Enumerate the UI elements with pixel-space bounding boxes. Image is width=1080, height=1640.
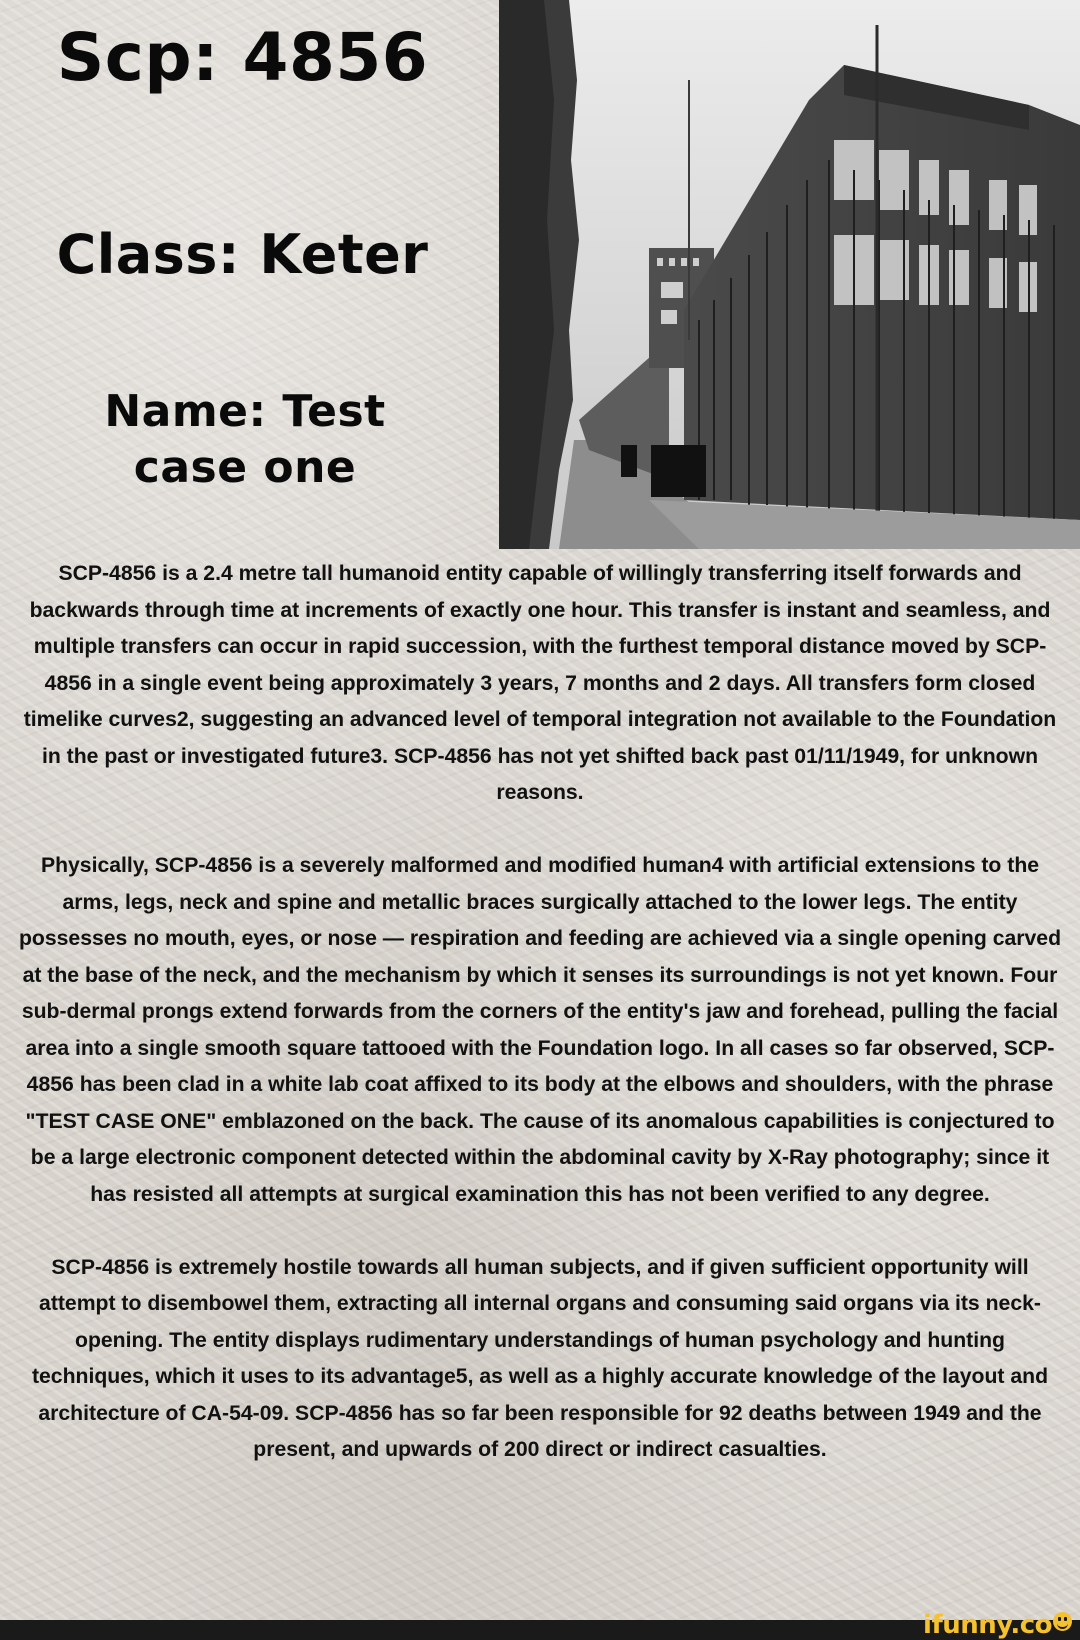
object-class-title: Class: Keter [56, 223, 429, 286]
watermark-text: ifunny.co [923, 1610, 1052, 1640]
description-body [14, 556, 1066, 1505]
description-paragraph-containment: SCP-4856 is a 2.4 metre tall humanoid entity capable of willingly transferring itself forwards and backwards through time at increments of exactly one hour. This transfer is instant and seamless, and multiple transfers can occur in rapid succession, with the furthest temporal distance moved by SCP-4856 in a single event being approximately 3 years, 7 months and 2 days. All transfers form closed timelike curves2, suggesting an advanced level of temporal integration not available to the Foundation in the past or investigated future3. SCP-4856 has not yet shifted back past 01/11/1949, for unknown reasons. [23, 562, 1057, 804]
smiley-face-icon [1053, 1612, 1072, 1631]
scp-number-title: Scp: 4856 [56, 19, 429, 96]
header-block [0, 0, 499, 549]
entity-name-line2: case one [133, 442, 357, 493]
description-paragraph-behavior: SCP-4856 is extremely hostile towards all human subjects, and if given sufficient opportunity will attempt to disembowel them, extracting all internal organs and consuming said organs via its neck-opening. The entity displays rudimentary understandings of human psychology and hunting techniques, which it uses to its advantage5, as well as a highly accurate knowledge of the layout and architecture of CA-54-09. SCP-4856 has so far been responsible for 92 deaths between 1949 and the present, and upwards of 200 direct or indirect casualties. [31, 1255, 1049, 1461]
description-paragraph-physical: Physically, SCP-4856 is a severely malformed and modified human4 with artificial extensions to the arms, legs, neck and spine and metallic braces surgically attached to the lower legs. The entity possesses no mouth, eyes, or nose — respiration and feeding are achieved via a single opening carved at the base of the neck, and the mechanism by which it senses its surroundings is not yet known. Four sub-dermal prongs extend forwards from the corners of the entity's jaw and forehead, pulling the facial area into a single smooth square tattooed with the Foundation logo. In all cases so far observed, SCP-4856 has been clad in a white lab coat affixed to its body at the elbows and shoulders, with the phrase "TEST CASE ONE" emblazoned on the back. The cause of its anomalous capabilities is conjectured to be a large electronic component detected within the abdominal cavity by X-Ray photography; since it has resisted all attempts at surgical examination this has not been verified to any degree. [18, 854, 1062, 1206]
entity-name-line1: Name: Test [104, 386, 386, 437]
facility-photo [499, 0, 1080, 549]
footer-bar [0, 1610, 1080, 1640]
entity-name-title [0, 384, 490, 496]
ifunny-watermark[interactable] [923, 1610, 1072, 1640]
